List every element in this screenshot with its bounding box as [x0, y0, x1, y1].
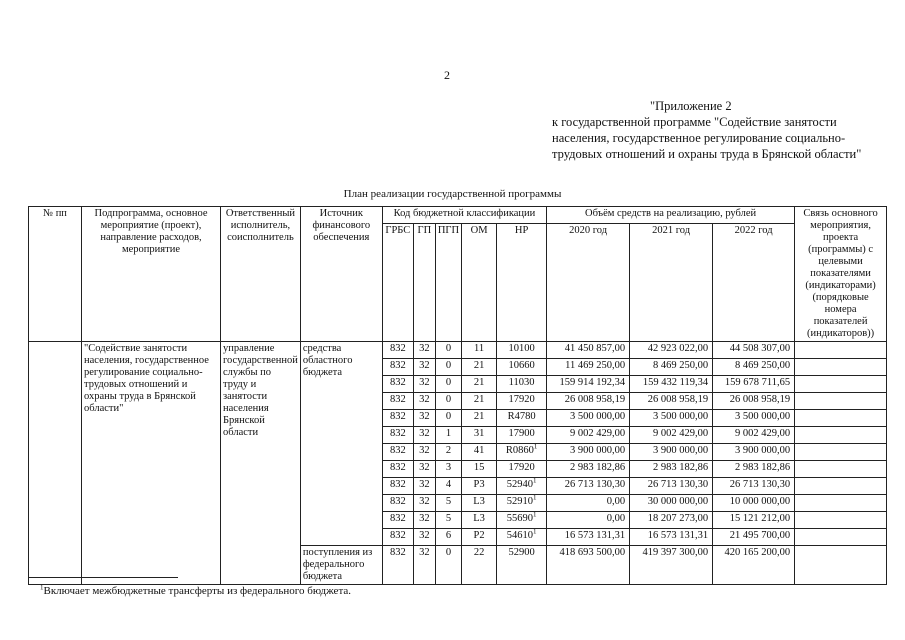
cell-grbs: 832: [382, 512, 413, 529]
footnote-mark: 1: [40, 583, 44, 592]
cell-om: 21: [462, 410, 497, 427]
cell-2020: 26 008 958,19: [547, 393, 630, 410]
cell-2021: 8 469 250,00: [630, 359, 713, 376]
header-volume: Объём средств на реализацию, рублей: [547, 207, 795, 224]
cell-np: [497, 393, 547, 410]
cell-pgp: 0: [435, 393, 461, 410]
cell-np: [497, 495, 547, 512]
header-2020: 2020 год: [547, 223, 630, 341]
cell-2020: 0,00: [547, 495, 630, 512]
cell-np: [497, 444, 547, 461]
cell-om: 21: [462, 359, 497, 376]
footnote: [40, 585, 351, 597]
cell-2022: 3 500 000,00: [713, 410, 795, 427]
cell-2021: 26 713 130,30: [630, 478, 713, 495]
cell-2021: 18 207 273,00: [630, 512, 713, 529]
header-source: Источник финансового обеспечения: [300, 207, 382, 342]
cell-om: 21: [462, 393, 497, 410]
footnote-ref: 1: [532, 528, 537, 536]
cell-2022: 26 713 130,30: [713, 478, 795, 495]
cell-pgp: 0: [435, 342, 461, 359]
cell-2022: 8 469 250,00: [713, 359, 795, 376]
cell-pgp: 5: [435, 495, 461, 512]
cell-pgp: 0: [435, 410, 461, 427]
cell-np-value: 10100: [508, 343, 535, 354]
cell-pgp: 5: [435, 512, 461, 529]
cell-num: [29, 342, 82, 585]
cell-pgp: 6: [435, 529, 461, 546]
cell-2022: 21 495 700,00: [713, 529, 795, 546]
footnote-text: Включает межбюджетные трансферты из федерального бюджета.: [43, 585, 352, 597]
cell-2020: 3 900 000,00: [547, 444, 630, 461]
cell-gp: 32: [413, 478, 435, 495]
cell-pgp: 0: [435, 359, 461, 376]
cell-2020: 16 573 131,31: [547, 529, 630, 546]
cell-link: [795, 529, 887, 546]
cell-2020: 3 500 000,00: [547, 410, 630, 427]
cell-np-value: 17920: [508, 462, 535, 473]
header-grbs: ГРБС: [382, 223, 413, 341]
cell-grbs: 832: [382, 410, 413, 427]
cell-2020: 2 983 182,86: [547, 461, 630, 478]
cell-gp: 32: [413, 444, 435, 461]
cell-gp: 32: [413, 495, 435, 512]
header-executor: Ответственный исполнитель, соисполнитель: [221, 207, 301, 342]
cell-link: [795, 393, 887, 410]
cell-grbs: 832: [382, 342, 413, 359]
appendix-subtitle: к государственной программе "Содействие занятости населения, государственное регулирование социально-трудовых отношений и охраны труда в Брянской области": [552, 115, 862, 161]
cell-gp: 32: [413, 512, 435, 529]
cell-grbs: 832: [382, 444, 413, 461]
cell-om: 22: [462, 546, 497, 585]
cell-2022: 26 008 958,19: [713, 393, 795, 410]
cell-np-value: 11030: [508, 377, 535, 388]
cell-np: [497, 359, 547, 376]
header-num: № пп: [29, 207, 82, 342]
footnote-ref: 1: [532, 511, 537, 519]
cell-np-value: R4780: [507, 411, 536, 422]
cell-np-value: 52940: [506, 479, 533, 490]
cell-link: [795, 495, 887, 512]
cell-2020: 9 002 429,00: [547, 427, 630, 444]
cell-2021: 3 500 000,00: [630, 410, 713, 427]
cell-2021: 419 397 300,00: [630, 546, 713, 585]
cell-om: 11: [462, 342, 497, 359]
header-2021: 2021 год: [630, 223, 713, 341]
cell-om: L3: [462, 495, 497, 512]
cell-link: [795, 427, 887, 444]
cell-2021: 30 000 000,00: [630, 495, 713, 512]
cell-2021: 16 573 131,31: [630, 529, 713, 546]
appendix-title: "Приложение 2: [650, 99, 732, 113]
cell-grbs: 832: [382, 495, 413, 512]
cell-np: [497, 546, 547, 585]
cell-2020: 41 450 857,00: [547, 342, 630, 359]
cell-om: L3: [462, 512, 497, 529]
cell-grbs: 832: [382, 546, 413, 585]
cell-2022: 420 165 200,00: [713, 546, 795, 585]
header-subprogram: Подпрограмма, основное мероприятие (проект), направление расходов, мероприятие: [82, 207, 221, 342]
cell-om: 15: [462, 461, 497, 478]
cell-np: [497, 427, 547, 444]
cell-grbs: 832: [382, 427, 413, 444]
cell-np-value: 52910: [506, 496, 533, 507]
cell-2020: 0,00: [547, 512, 630, 529]
cell-source-regional: средства областного бюджета: [300, 342, 382, 546]
cell-subprogram: "Содействие занятости населения, государственное регулирование социально-трудовых отношений и охраны труда в Брянской области": [82, 342, 221, 585]
cell-gp: 32: [413, 359, 435, 376]
cell-np: [497, 461, 547, 478]
cell-gp: 32: [413, 427, 435, 444]
cell-np: [497, 410, 547, 427]
cell-link: [795, 359, 887, 376]
cell-link: [795, 461, 887, 478]
cell-2022: 10 000 000,00: [713, 495, 795, 512]
cell-gp: 32: [413, 410, 435, 427]
cell-np: [497, 512, 547, 529]
cell-2020: 159 914 192,34: [547, 376, 630, 393]
cell-gp: 32: [413, 529, 435, 546]
header-link: Связь основного мероприятия, проекта (программы) с целевыми показателями (индикаторами) (порядковые номера показателей (индикаторов)): [795, 207, 887, 342]
cell-2022: 44 508 307,00: [713, 342, 795, 359]
header-gp: ГП: [413, 223, 435, 341]
cell-om: 41: [462, 444, 497, 461]
cell-om: 31: [462, 427, 497, 444]
cell-np: [497, 376, 547, 393]
cell-om: 21: [462, 376, 497, 393]
cell-2021: 42 923 022,00: [630, 342, 713, 359]
cell-np-value: 55690: [506, 513, 533, 524]
cell-link: [795, 376, 887, 393]
table-row: [29, 342, 887, 359]
cell-pgp: 3: [435, 461, 461, 478]
cell-np-value: 17920: [508, 394, 535, 405]
cell-np-value: R0860: [505, 445, 534, 456]
cell-link: [795, 444, 887, 461]
cell-2022: 159 678 711,65: [713, 376, 795, 393]
cell-om: P2: [462, 529, 497, 546]
cell-grbs: 832: [382, 461, 413, 478]
cell-pgp: 2: [435, 444, 461, 461]
cell-om: P3: [462, 478, 497, 495]
cell-executor: управление государственной службы по труду и занятости населения Брянской области: [221, 342, 301, 585]
cell-2022: 9 002 429,00: [713, 427, 795, 444]
cell-2020: 11 469 250,00: [547, 359, 630, 376]
cell-2022: 2 983 182,86: [713, 461, 795, 478]
header-om: ОМ: [462, 223, 497, 341]
cell-np-value: 10660: [508, 360, 535, 371]
cell-np: [497, 342, 547, 359]
cell-grbs: 832: [382, 393, 413, 410]
cell-gp: 32: [413, 376, 435, 393]
cell-gp: 32: [413, 546, 435, 585]
cell-2020: 418 693 500,00: [547, 546, 630, 585]
cell-2020: 26 713 130,30: [547, 478, 630, 495]
cell-2021: 3 900 000,00: [630, 444, 713, 461]
cell-source-federal: поступления из федерального бюджета: [300, 546, 382, 585]
cell-2021: 159 432 119,34: [630, 376, 713, 393]
header-np: НР: [497, 223, 547, 341]
cell-link: [795, 512, 887, 529]
appendix-heading: [552, 98, 882, 162]
cell-2022: 15 121 212,00: [713, 512, 795, 529]
header-pgp: ПГП: [435, 223, 461, 341]
cell-grbs: 832: [382, 478, 413, 495]
cell-gp: 32: [413, 461, 435, 478]
cell-2021: 2 983 182,86: [630, 461, 713, 478]
cell-pgp: 0: [435, 546, 461, 585]
cell-np-value: 17900: [508, 428, 535, 439]
cell-link: [795, 410, 887, 427]
cell-grbs: 832: [382, 376, 413, 393]
cell-2021: 26 008 958,19: [630, 393, 713, 410]
footnote-ref: 1: [532, 494, 537, 502]
cell-gp: 32: [413, 393, 435, 410]
cell-np-value: 54610: [506, 530, 533, 541]
cell-np-value: 52900: [508, 547, 535, 558]
cell-grbs: 832: [382, 529, 413, 546]
footnote-divider: [28, 577, 178, 578]
header-2022: 2022 год: [713, 223, 795, 341]
plan-table: [28, 206, 887, 585]
cell-2021: 9 002 429,00: [630, 427, 713, 444]
cell-2022: 3 900 000,00: [713, 444, 795, 461]
cell-pgp: 0: [435, 376, 461, 393]
footnote-ref: 1: [532, 477, 537, 485]
cell-gp: 32: [413, 342, 435, 359]
header-budget-code: Код бюджетной классификации: [382, 207, 546, 224]
cell-pgp: 4: [435, 478, 461, 495]
cell-link: [795, 478, 887, 495]
cell-np: [497, 478, 547, 495]
cell-link: [795, 342, 887, 359]
cell-pgp: 1: [435, 427, 461, 444]
cell-link: [795, 546, 887, 585]
footnote-ref: 1: [533, 443, 538, 451]
cell-grbs: 832: [382, 359, 413, 376]
table-caption: План реализации государственной программы: [343, 188, 562, 200]
cell-np: [497, 529, 547, 546]
page-number: 2: [444, 68, 450, 82]
